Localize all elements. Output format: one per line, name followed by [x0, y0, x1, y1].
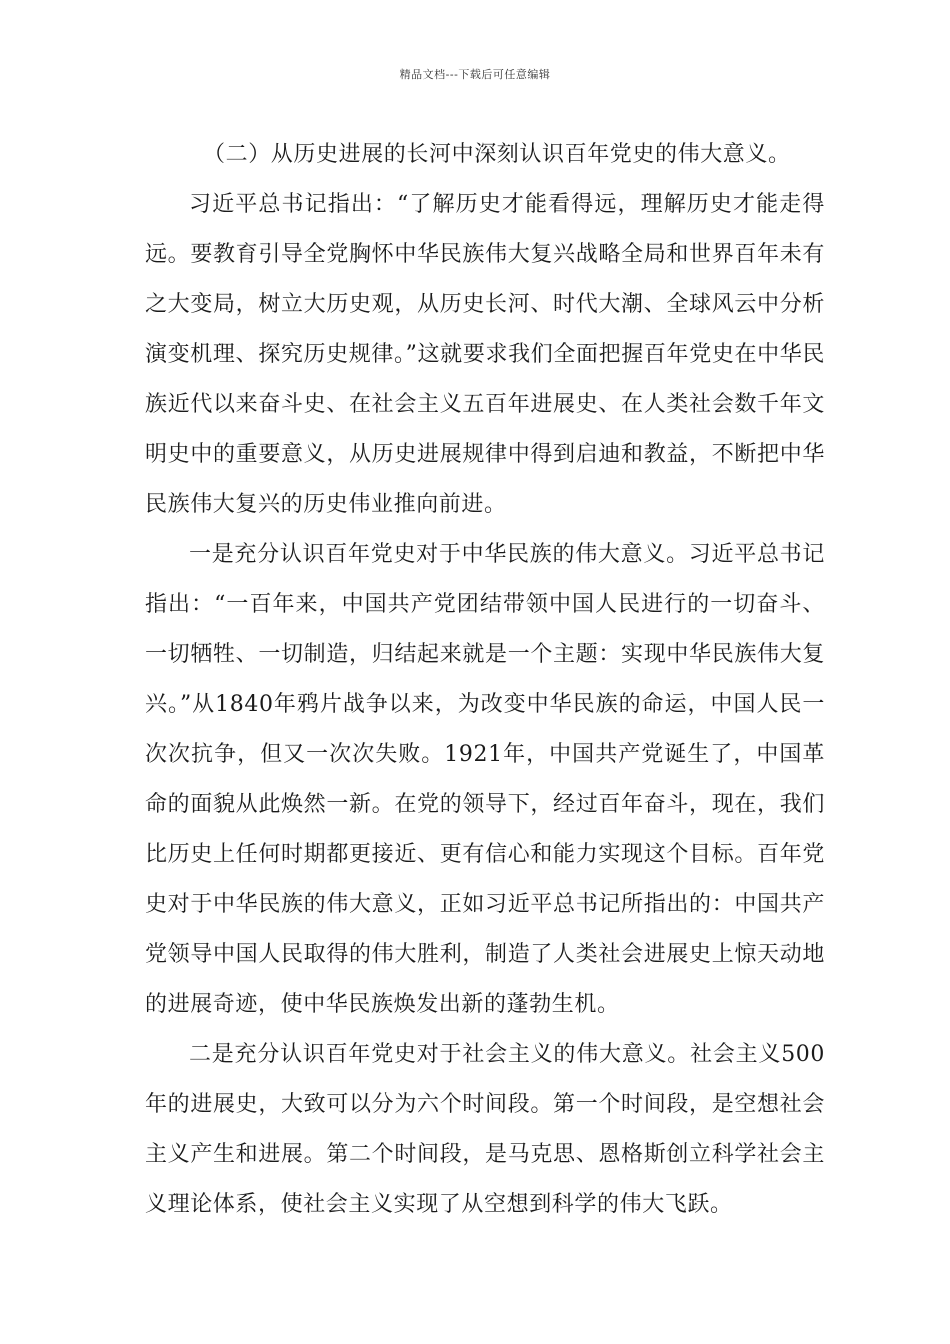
paragraph-intro: 习近平总书记指出：“了解历史才能看得远，理解历史才能走得远。要教育引导全党胸怀中华民族伟大复兴战略全局和世界百年未有之大变局，树立大历史观，从历史长河、时代大潮、全球风云中分析演变机理、探究历史规律。”这就要求我们全面把握百年党史在中华民族近代以来奋斗史、在社会主义五百年进展史、在人类社会数千年文明史中的重要意义，从历史进展规律中得到启迪和教益，不断把中华民族伟大复兴的历史伟业推向前进。 [145, 192, 825, 517]
page-header: 精品文档---下载后可任意编辑 [399, 68, 551, 81]
section-heading: （二）从历史进展的长河中深刻认识百年党史的伟大意义。 [203, 142, 791, 167]
paragraph-nation-significance: 一是充分认识百年党史对于中华民族的伟大意义。习近平总书记指出：“一百年来，中国共产党团结带领中国人民进行的一切奋斗、一切牺牲、一切制造，归结起来就是一个主题：实现中华民族伟大复兴。”从1840年鸦片战争以来，为改变中华民族的命运，中国人民一次次抗争，但又一次次失败。1921年，中国共产党诞生了，中国革命的面貌从此焕然一新。在党的领导下，经过百年奋斗，现在，我们比历史上任何时期都更接近、更有信心和能力实现这个目标。百年党史对于中华民族的伟大意义，正如习近平总书记所指出的：中国共产党领导中国人民取得的伟大胜利，制造了人类社会进展史上惊天动地的进展奇迹，使中华民族焕发出新的蓬勃生机。 [145, 542, 825, 1017]
document-body [145, 130, 825, 1230]
paragraph-socialism-significance: 二是充分认识百年党史对于社会主义的伟大意义。社会主义500年的进展史，大致可以分为六个时间段。第一个时间段，是空想社会主义产生和进展。第二个时间段，是马克思、恩格斯创立科学社会主义理论体系，使社会主义实现了从空想到科学的伟大飞跃。 [145, 1042, 825, 1217]
